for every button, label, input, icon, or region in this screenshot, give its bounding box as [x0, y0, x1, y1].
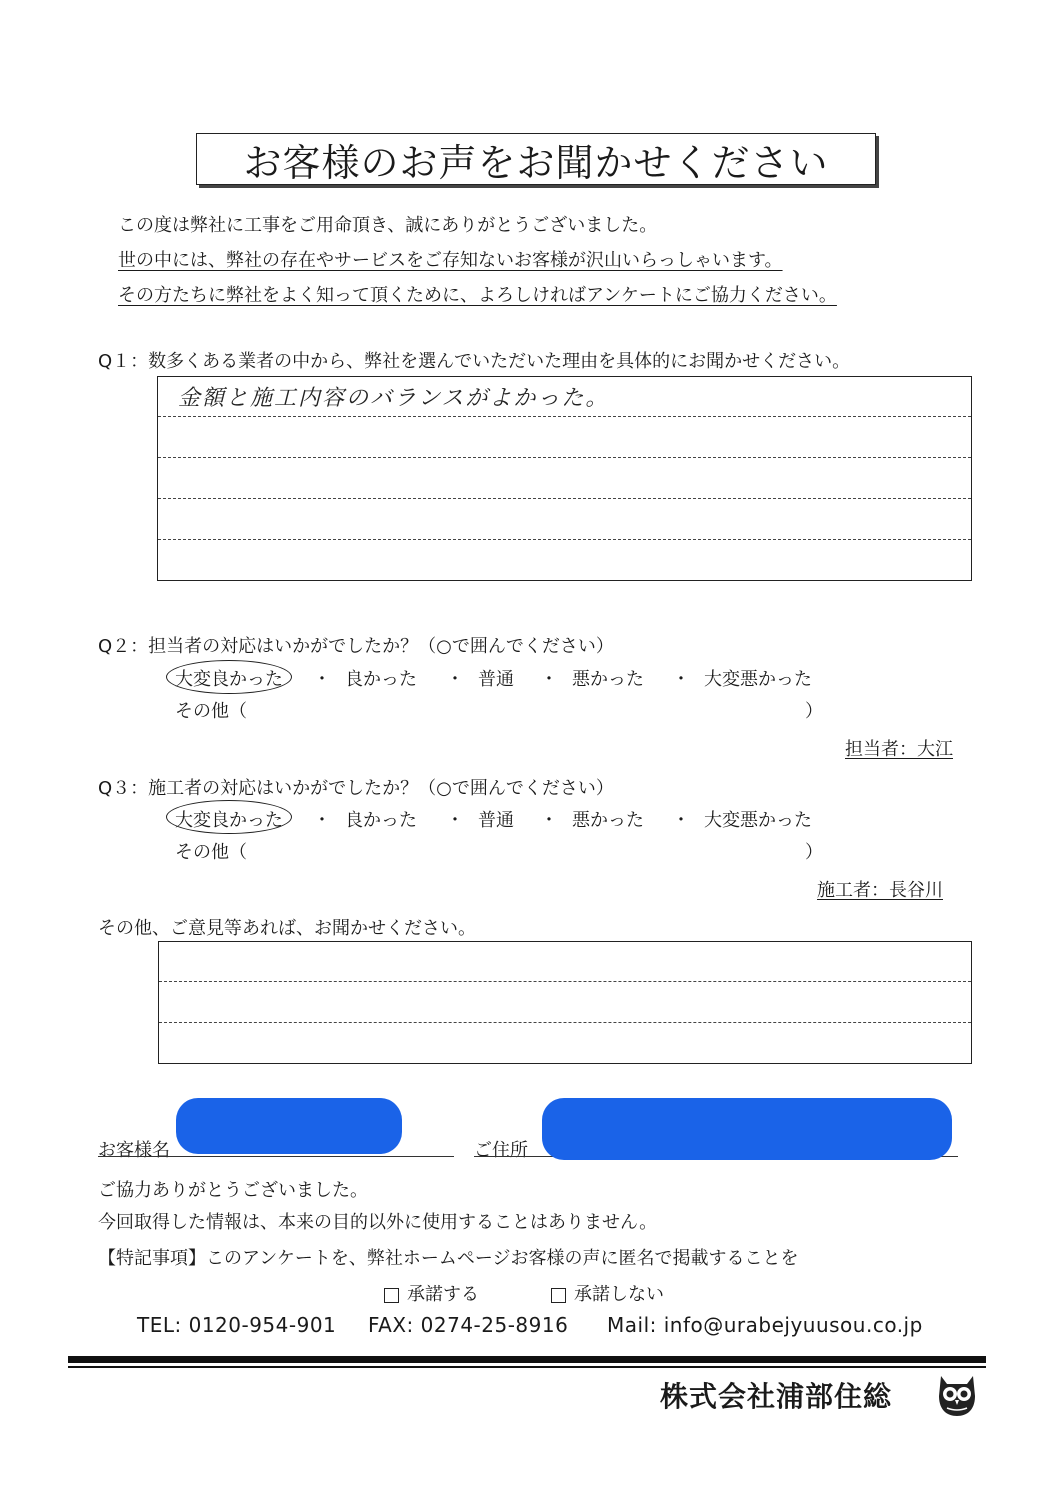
- consent-disagree[interactable]: [551, 1280, 664, 1306]
- q1-answer-box[interactable]: [157, 376, 972, 581]
- q1-answer-line: [158, 416, 971, 417]
- q2-option-normal[interactable]: 普通: [478, 669, 514, 690]
- q3-option-bad[interactable]: 悪かった: [572, 810, 644, 831]
- q2-selection-circle: [166, 660, 292, 694]
- address-label: ご住所: [474, 1140, 528, 1161]
- other-opinion-box[interactable]: [158, 941, 972, 1064]
- q3-option-very-bad[interactable]: 大変悪かった: [704, 810, 812, 831]
- q3-separator: ・: [672, 810, 690, 831]
- q1-answer-line: [158, 457, 971, 458]
- q3-separator: ・: [446, 810, 464, 831]
- contact-mail: Mail: info@urabejyuusou.co.jp: [607, 1313, 923, 1337]
- q2-option-good[interactable]: 良かった: [345, 669, 417, 690]
- q2-other-open: その他（: [175, 701, 247, 722]
- other-opinion-line: [159, 1022, 971, 1023]
- q2-separator: ・: [540, 669, 558, 690]
- q3-label: Q３：施工者の対応はいかがでしたか？（○で囲んでください）: [98, 778, 614, 799]
- q1-label: Q１：数多くある業者の中から、弊社を選んでいただいた理由を具体的にお聞かせください。: [98, 351, 851, 372]
- q2-separator: ・: [672, 669, 690, 690]
- q3-separator: ・: [540, 810, 558, 831]
- q3-option-very-good[interactable]: 大変良かった: [175, 810, 283, 831]
- intro-line-1: この度は弊社に工事をご用命頂き、誠にありがとうございました。: [118, 215, 658, 236]
- q3-separator: ・: [313, 810, 331, 831]
- consent-agree[interactable]: [384, 1280, 479, 1306]
- q3-other-close: ）: [805, 842, 823, 863]
- special-note: 【特記事項】このアンケートを、弊社ホームページお客様の声に匿名で掲載することを: [98, 1248, 799, 1269]
- q3-selection-circle: [166, 800, 292, 834]
- q2-label: Q２：担当者の対応はいかがでしたか？（○で囲んでください）: [98, 636, 614, 657]
- address-redaction: [542, 1098, 952, 1160]
- q3-option-normal[interactable]: 普通: [478, 810, 514, 831]
- q3-other-open: その他（: [175, 842, 247, 863]
- owl-logo-icon: [935, 1372, 979, 1418]
- consent-agree-label: 承諾する: [407, 1284, 479, 1305]
- q2-staff-name: 担当者：大江: [845, 739, 953, 760]
- company-name: 株式会社浦部住総: [660, 1380, 893, 1413]
- checkbox-icon[interactable]: [384, 1288, 399, 1303]
- intro-line-3: その方たちに弊社をよく知って頂くために、よろしければアンケートにご協力ください。: [118, 285, 837, 306]
- q2-separator: ・: [313, 669, 331, 690]
- customer-name-label: お客様名: [98, 1140, 170, 1161]
- q1-answer-line: [158, 539, 971, 540]
- page-title: お客様のお声をお聞かせください: [196, 133, 876, 185]
- q2-separator: ・: [446, 669, 464, 690]
- customer-name-line: [98, 1156, 454, 1157]
- privacy-text: 今回取得した情報は、本来の目的以外に使用することはありません。: [98, 1212, 658, 1233]
- q2-option-bad[interactable]: 悪かった: [572, 669, 644, 690]
- customer-name-redaction: [176, 1098, 402, 1154]
- q1-handwritten-answer: 金額と施工内容のバランスがよかった。: [178, 386, 610, 411]
- q1-answer-line: [158, 498, 971, 499]
- thanks-text: ご協力ありがとうございました。: [98, 1180, 368, 1201]
- checkbox-icon[interactable]: [551, 1288, 566, 1303]
- other-opinion-label: その他、ご意見等あれば、お聞かせください。: [98, 918, 476, 939]
- footer-rule-thick: [68, 1356, 986, 1363]
- q2-other-close: ）: [805, 701, 823, 722]
- footer-rule-thin: [68, 1366, 986, 1368]
- q2-option-very-good[interactable]: 大変良かった: [175, 669, 283, 690]
- other-opinion-line: [159, 981, 971, 982]
- q2-option-very-bad[interactable]: 大変悪かった: [704, 669, 812, 690]
- intro-line-2: 世の中には、弊社の存在やサービスをご存知ないお客様が沢山いらっしゃいます。: [118, 250, 783, 271]
- contact-fax: FAX: 0274-25-8916: [368, 1313, 569, 1337]
- contact-tel: TEL: 0120-954-901: [137, 1313, 337, 1337]
- q3-staff-name: 施工者：長谷川: [817, 880, 943, 901]
- q3-option-good[interactable]: 良かった: [345, 810, 417, 831]
- consent-disagree-label: 承諾しない: [574, 1284, 664, 1305]
